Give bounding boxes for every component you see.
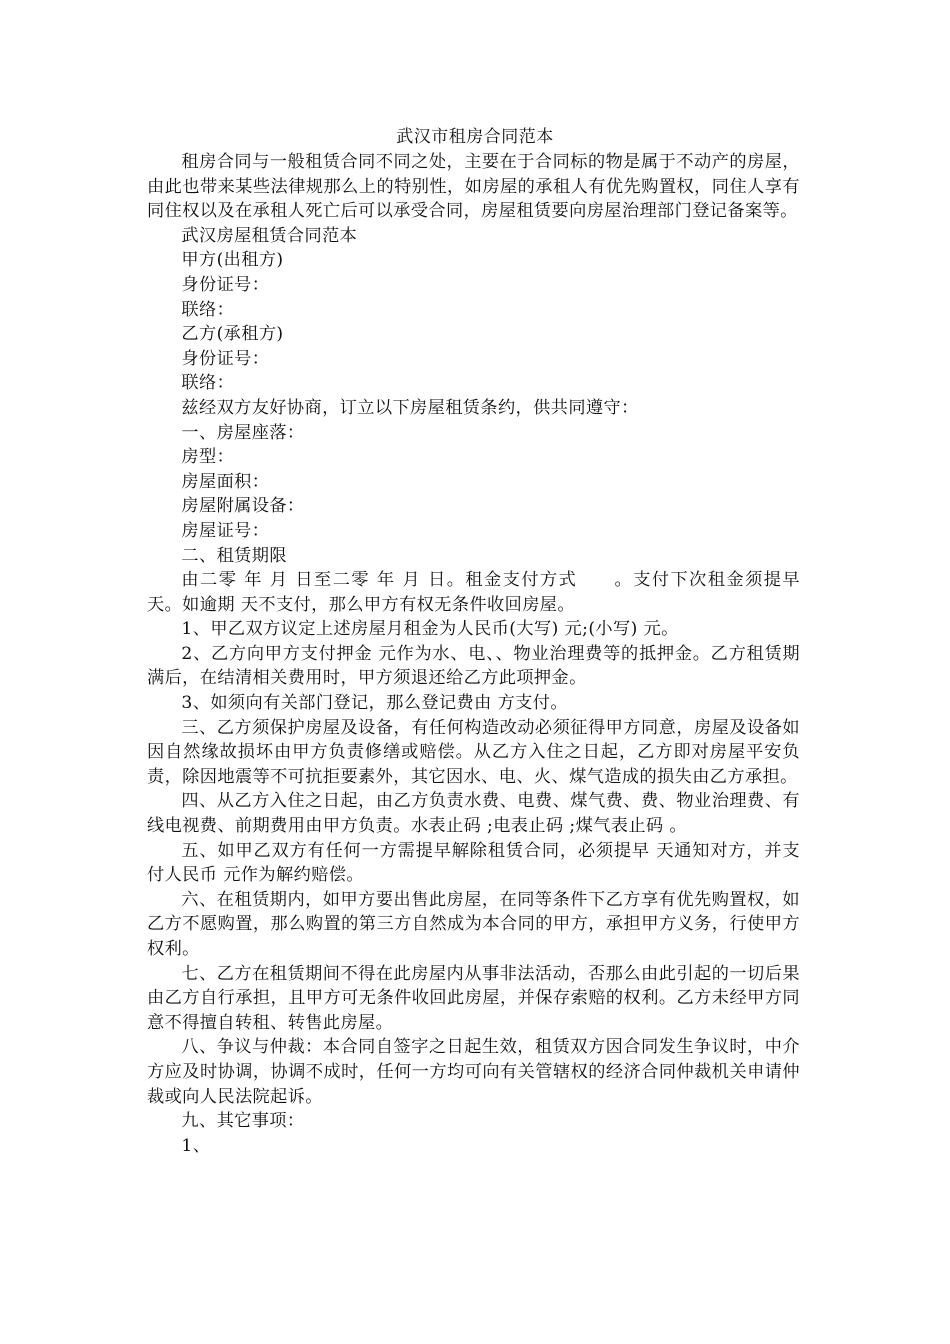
paragraph-house-area: 房屋面积： [181, 471, 270, 492]
paragraph-registration-fee: 3、如须向有关部门登记，那么登记费由 方支付。 [181, 693, 568, 714]
document-body [147, 150, 800, 1158]
paragraph-section-4-utilities: 四、从乙方入住之日起，由乙方负责水费、电费、煤气费、费、物业治理费、有线电视费、前期费用由甲方负责。水表止码 ;电表止码 ;煤气表止码 。 [147, 791, 800, 837]
paragraph-agreement-preamble: 兹经双方友好协商，订立以下房屋租赁条约，供共同遵守： [181, 397, 639, 418]
paragraph-deposit: 2、乙方向甲方支付押金 元作为水、电、、物业治理费等的抵押金。乙方租赁期满后，在结清相关费用时，甲方须退还给乙方此项押金。 [147, 643, 800, 689]
paragraph-contract-heading: 武汉房屋租赁合同范本 [181, 225, 358, 246]
paragraph-rent-amount: 1、甲乙双方议定上述房屋月租金为人民币(大写) 元;(小写) 元。 [181, 619, 679, 640]
paragraph-section-5-termination: 五、如甲乙双方有任何一方需提早解除租赁合同，必须提早 天通知对方，并支付人民币 元作为解约赔偿。 [147, 840, 800, 886]
paragraph-section-7-prohibitions: 七、乙方在租赁期间不得在此房屋内从事非法活动，否那么由此引起的一切后果由乙方自行承担，且甲方可无条件收回此房屋，并保存索赔的权利。乙方未经甲方同意不得擅自转租、转售此房屋。 [147, 963, 800, 1033]
paragraph-house-type: 房型： [181, 447, 235, 468]
paragraph-section-1-location: 一、房屋座落： [181, 422, 305, 443]
paragraph-party-b: 乙方(承租方) [181, 324, 284, 345]
paragraph-section-6-purchase-right: 六、在租赁期内，如甲方要出售此房屋，在同等条件下乙方享有优先购置权，如乙方不愿购置，那么购置的第三方自然成为本合同的甲方，承担甲方义务，行使甲方权利。 [147, 889, 800, 959]
paragraph-party-a-contact: 联络： [181, 299, 235, 320]
paragraph-section-8-disputes: 八、争议与仲裁：本合同自签字之日起生效，租赁双方因合同发生争议时，中介方应及时协调，协调不成时，任何一方均可向有关管辖权的经济合同仲裁机关申请仲裁或向人民法院起诉。 [147, 1037, 800, 1107]
paragraph-intro: 租房合同与一般租赁合同不同之处，主要在于合同标的物是属于不动产的房屋，由此也带来某些法律规那么上的特别性，如房屋的承租人有优先购置权，同住人享有同住权以及在承租人死亡后可以承受合同，房屋租赁要向房屋治理部门登记备案等。 [147, 152, 800, 222]
paragraph-house-certificate: 房屋证号： [181, 520, 270, 541]
paragraph-party-a-id: 身份证号： [181, 274, 270, 295]
paragraph-party-b-id: 身份证号： [181, 348, 270, 369]
paragraph-house-equipment: 房屋附属设备： [181, 496, 305, 517]
paragraph-term-details: 由二零 年 月 日至二零 年 月 日。租金支付方式 。支付下次租金须提早 天。如逾期 天不支付，那么甲方有权无条件收回房屋。 [147, 570, 800, 615]
paragraph-other-item-1: 1、 [181, 1135, 211, 1156]
paragraph-section-2-term: 二、租赁期限 [181, 545, 287, 566]
paragraph-section-3-maintenance: 三、乙方须保护房屋及设备，有任何构造改动必须征得甲方同意，房屋及设备如因自然缘故损坏由甲方负责修缮或赔偿。从乙方入住之日起，乙方即对房屋平安负责，除因地震等不可抗拒要素外，其它因水、电、火、煤气造成的损失由乙方承担。 [147, 717, 800, 787]
paragraph-party-b-contact: 联络： [181, 373, 235, 394]
paragraph-section-9-other: 九、其它事项： [181, 1111, 305, 1132]
document-title: 武汉市租房合同范本 [396, 127, 554, 147]
paragraph-party-a: 甲方(出租方) [181, 250, 284, 271]
